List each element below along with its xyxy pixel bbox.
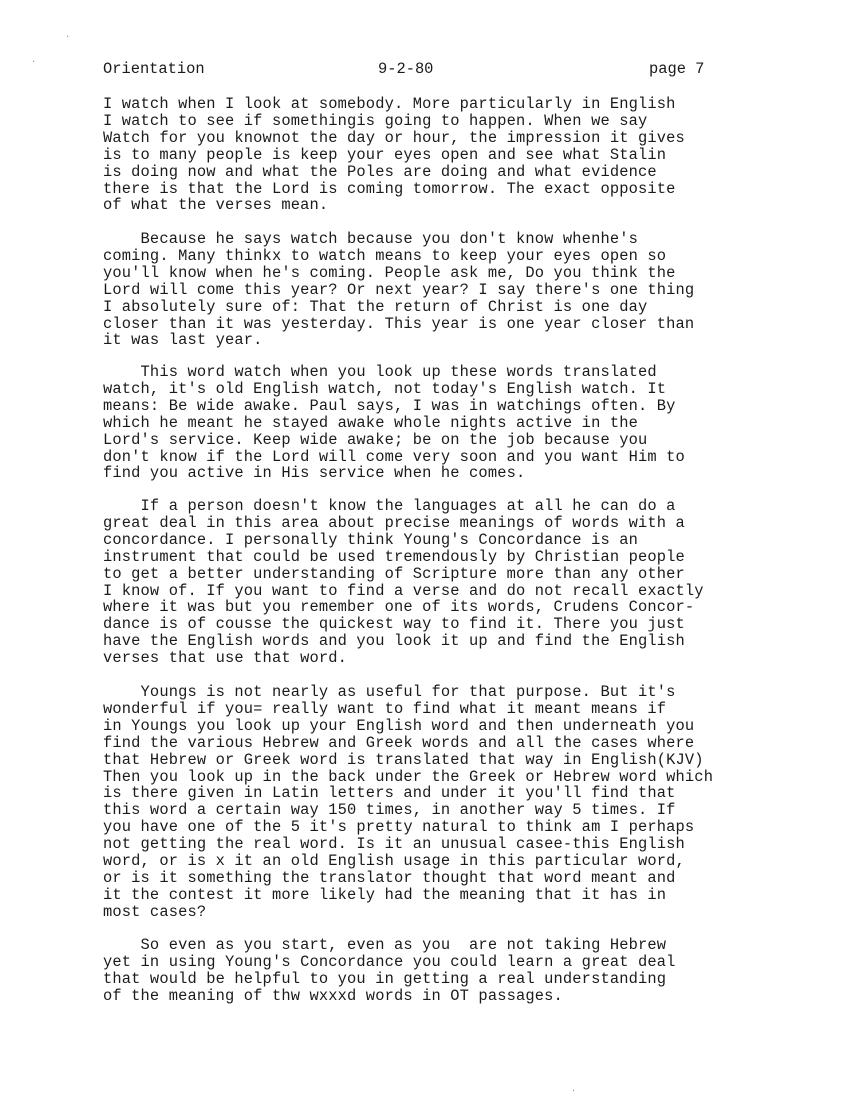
scan-speck: · — [572, 1086, 576, 1097]
paragraph-5: Youngs is not nearly as useful for that purpose. But it's wonderful if you= really want to find what it meant means if in Youngs you look up your English word and then underneath you find the various Hebrew and Greek words and all the cases where that Hebrew or Greek word is translated that way in English(KJV) Then you look up in the back under the Greek or Hebrew word which is there given in Latin letters and under it you'll find that this word a certain way 150 times, in another way 5 times. If you have one of the 5 it's pretty natural to think am I perhaps not getting the real word. Is it an unusual casee-this English word, or is x it an old English usage in this particular word, or is it something the translator thought that word meant and it the contest it more likely had the meaning that it has in most cases? — [103, 683, 714, 921]
page-header — [103, 60, 743, 80]
paragraph-4: If a person doesn't know the languages at all he can do a great deal in this area about precise meanings of words with a concordance. I personally think Young's Concordance is an instrument that could be used tremendously by Christian people to get a better understanding of Scripture more than any other I know of. If you want to find a verse and do not recall exactly where it was but you remember one of its words, Crudens Concor- dance is of cousse the quickest way to find it. There you just have the English words and you look it up and find the English verses that use that word. — [103, 497, 704, 668]
header-title: Orientation — [103, 60, 205, 78]
scan-speck: · — [66, 32, 70, 43]
scan-speck: · — [32, 57, 36, 68]
paragraph-1: I watch when I look at somebody. More particularly in English I watch to see if somethingis going to happen. When we say Watch for you knownot the day or hour, the impression it gives is to many people is keep your eyes open and see what Stalin is doing now and what the Poles are doing and what evidence there is that the Lord is coming tomorrow. The exact opposite of what the verses mean. — [103, 95, 685, 215]
paragraph-3: This word watch when you look up these words translated watch, it's old English watch, not today's English watch. It means: Be wide awake. Paul says, I was in watchings often. By which he meant he stayed awake whole nights active in the Lord's service. Keep wide awake; be on the job because you don't know if the Lord will come very soon and you want Him to find you active in His service when he comes. — [103, 363, 685, 483]
paragraph-6: So even as you start, even as you are not taking Hebrew yet in using Young's Concordance you could learn a great deal that would be helpful to you in getting a real understanding of the meaning of thw wxxxd words in OT passages. — [103, 936, 676, 1005]
paragraph-2: Because he says watch because you don't know whenhe's coming. Many thinkx to watch means to keep your eyes open so you'll know when he's coming. People ask me, Do you think the Lord will come this year? Or next year? I say there's one thing I absolutely sure of: That the return of Christ is one day closer than it was yesterday. This year is one year closer than it was last year. — [103, 230, 695, 350]
header-date: 9-2-80 — [378, 60, 434, 78]
header-page-number: page 7 — [649, 60, 705, 78]
